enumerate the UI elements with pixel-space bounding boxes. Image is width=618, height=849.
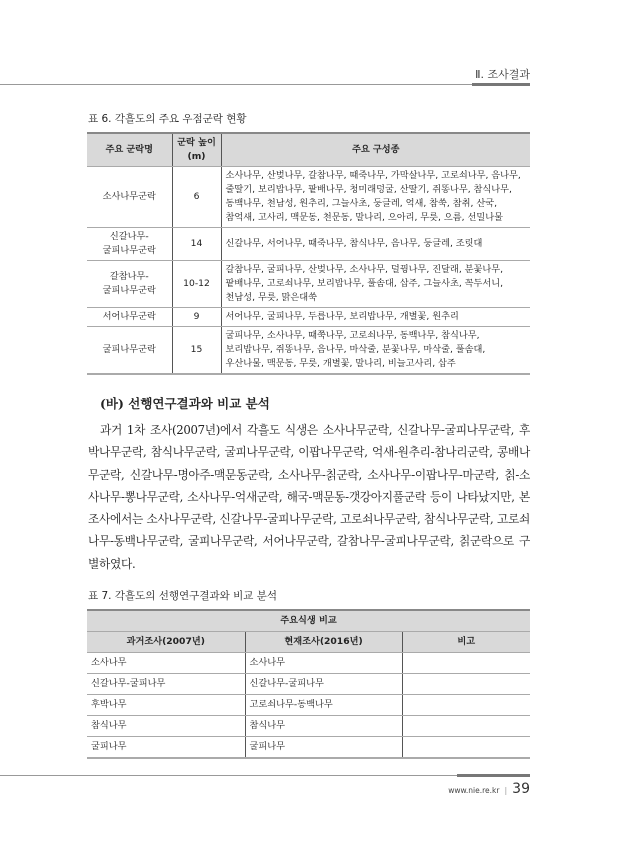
community-height: 15	[172, 327, 221, 375]
footer-separator: |	[504, 786, 508, 796]
column-header: 비고	[402, 632, 530, 653]
table-header-row	[87, 133, 530, 167]
table-group-header-row	[87, 610, 530, 632]
table-row	[87, 167, 530, 228]
community-species: 굴피나무, 소사나무, 때쭉나무, 고로쇠나무, 동백나무, 참식나무, 보리밥나무, 쥐똥나무, 음나무, 마삭줄, 분꽃나무, 마삭줄, 풀솜대, 우산나물, 맥문동, 무릇, 개별꽃, 말나리, 비늘고사리, 삽주	[221, 327, 530, 375]
community-name: 소사나무군락	[87, 167, 172, 228]
past-survey-cell: 참식나무	[87, 716, 245, 737]
table-header-row	[87, 632, 530, 653]
community-height: 6	[172, 167, 221, 228]
community-species: 신갈나무, 서어나무, 때죽나무, 참식나무, 음나무, 둥글레, 조릿대	[221, 228, 530, 261]
header-divider	[0, 84, 530, 85]
page-header	[0, 66, 618, 86]
group-header: 주요식생 비교	[87, 610, 530, 632]
page-number: 39	[512, 781, 530, 798]
community-name: 갈참나무-굴피나무군락	[87, 261, 172, 308]
table7	[87, 609, 530, 759]
note-cell	[402, 737, 530, 759]
table-row	[87, 653, 530, 674]
community-height: 9	[172, 308, 221, 327]
running-header: Ⅱ. 조사결과	[475, 68, 530, 81]
column-header: 주요 구성종	[221, 133, 530, 167]
community-height: 14	[172, 228, 221, 261]
page-content	[87, 112, 530, 759]
community-species: 소사나무, 산벚나무, 갈참나무, 때죽나무, 가막살나무, 고로쇠나무, 음나무, 줄딸기, 보리밥나무, 팥배나무, 청미래덩굴, 산딸기, 쥐똥나무, 참식나무, 동백나무, 천남성, 원추리, 그늘사초, 둥글레, 억새, 참쑥, 참취, 산국, 참억새, 고사리, 맥문동, 천문동, 말나리, 으아리, 무릇, 으름, 선밀나물	[221, 167, 530, 228]
past-survey-cell: 소사나무	[87, 653, 245, 674]
table-row	[87, 261, 530, 308]
table-row	[87, 716, 530, 737]
table-row	[87, 308, 530, 327]
note-cell	[402, 716, 530, 737]
table7-caption: 표 7. 각흘도의 선행연구결과와 비교 분석	[88, 590, 277, 603]
table-row	[87, 228, 530, 261]
table6-caption: 표 6. 각흘도의 주요 우점군락 현황	[88, 113, 247, 125]
footer-divider	[0, 775, 530, 776]
community-height: 10-12	[172, 261, 221, 308]
note-cell	[402, 653, 530, 674]
community-species: 갈참나무, 굴피나무, 산벚나무, 소사나무, 덜꿩나무, 진달래, 분꽃나무, 팥배나무, 고로쇠나무, 보리밥나무, 풀솜대, 삽주, 그늘사초, 꼭두서니, 천남성, 무릇, 맑은대쑥	[221, 261, 530, 308]
current-survey-cell: 참식나무	[245, 716, 402, 737]
community-name: 굴피나무군락	[87, 327, 172, 375]
footer-url: www.nie.re.kr	[448, 786, 500, 796]
note-cell	[402, 674, 530, 695]
past-survey-cell: 후박나무	[87, 695, 245, 716]
page-footer	[0, 759, 618, 809]
column-header: 과거조사(2007년)	[87, 632, 245, 653]
current-survey-cell: 소사나무	[245, 653, 402, 674]
current-survey-cell: 신갈나무-굴피나무	[245, 674, 402, 695]
community-name: 서어나무군락	[87, 308, 172, 327]
column-header: 주요 군락명	[87, 133, 172, 167]
table-row	[87, 695, 530, 716]
past-survey-cell: 신갈나무-굴피나무	[87, 674, 245, 695]
community-name: 신갈나무-굴피나무군락	[87, 228, 172, 261]
past-survey-cell: 굴피나무	[87, 737, 245, 759]
table6	[87, 132, 530, 375]
section-heading: (바) 선행연구결과와 비교 분석	[100, 396, 270, 411]
body-paragraph: 과거 1차 조사(2007년)에서 각흘도 식생은 소사나무군락, 신갈나무-굴피나무군락, 후박나무군락, 참식나무군락, 굴피나무군락, 이팝나무군락, 억새-원추리-참나리군락, 콩배나무군락, 신갈나무-명아주-맥문동군락, 소사나무-칡군락, 소사나무-이팝나무-마군락, 칡-소사나무-뽕나무군락, 소사나무-억새군락, 해국-맥문동-갯강아지풀군락 등이 나타났지만, 본 조사에서는 소사나무군락, 신갈나무-굴피나무군락, 고로쇠나무군락, 참식나무군락, 고로쇠나무-동백나무군락, 굴피나무군락, 서어나무군락, 갈참나무-굴피나무군락, 칡군락으로 구별하였다.	[88, 423, 530, 571]
header-accent-bar	[472, 83, 530, 86]
note-cell	[402, 695, 530, 716]
table-row	[87, 737, 530, 759]
table-row	[87, 327, 530, 375]
column-header: 현재조사(2016년)	[245, 632, 402, 653]
table-row	[87, 674, 530, 695]
footer-info	[448, 781, 530, 797]
current-survey-cell: 고로쇠나무-동백나무	[245, 695, 402, 716]
community-species: 서어나무, 굴피나무, 두릅나무, 보리밥나무, 개별꽃, 원추리	[221, 308, 530, 327]
footer-accent-bar	[457, 774, 530, 777]
column-header: 군락 높이(m)	[172, 133, 221, 167]
current-survey-cell: 굴피나무	[245, 737, 402, 759]
